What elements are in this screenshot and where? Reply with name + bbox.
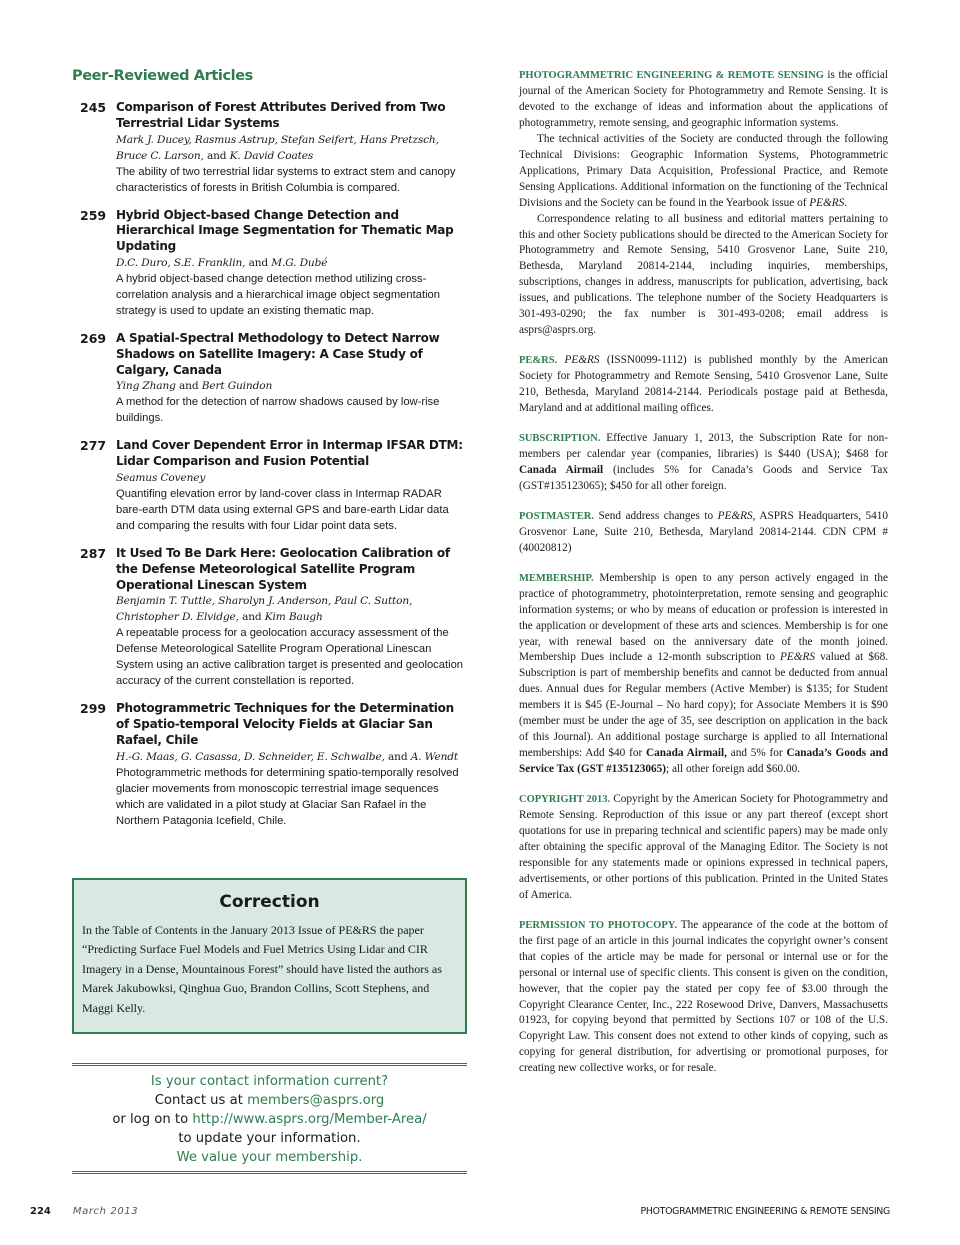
section-title: Peer-Reviewed Articles [72, 68, 253, 84]
article-entry[interactable] [72, 546, 467, 689]
article-description: Quantifing elevation error by land-cover class in Intermap RADAR bare-earth DTM data using external GPS and bare-earth Lidar data and comparing the results with four Lidar point data sets. [116, 487, 449, 532]
postmaster-paragraph: POSTMASTER. Send address changes to PE&RS, ASPRS Headquarters, 5410 Grosvenor Lane, Suite 210, Bethesda, Maryland 20814-2144. CDN CPM #(40020812) [519, 509, 889, 554]
email-link[interactable]: members@asprs.org [247, 1093, 385, 1108]
pers-paragraph: PE&RS. PE&RS (ISSN0099-1112) is published monthly by the American Society for Photogrammetry and Remote Sensing, 5410 Grosvenor Lane, Suite 210, Bethesda, Maryland 20814-2144. Periodicals postage paid at Bethesda, Maryland and at additional mailing offices. [519, 354, 888, 415]
page-number: 224 [30, 1206, 51, 1217]
journal-info-column [519, 68, 888, 1091]
subscription-paragraph: SUBSCRIPTION. Effective January 1, 2013, the Subscription Rate for non-members per calendar year (companies, libraries) is $440 (USA); $468 for Canada Airmail (includes 5% for Canada’s Goods and Service Tax (GST#135123065); $450 for all other foreign. [519, 432, 888, 492]
article-page-number: 299 [80, 701, 107, 717]
correction-text: In the Table of Contents in the January 2013 Issue of PE&RS the paper “Predicting Surface Fuel Models and Fuel Metrics Using Lidar and CIR Imagery in a Dense, Mountainous Forest” should have listed the authors as Marek Jakubowksi, Qinghua Guo, Brandon Collins, Scott Stephens, and Maggi Kelly. [82, 923, 442, 1015]
article-title[interactable]: Land Cover Dependent Error in Intermap IFSAR DTM: Lidar Comparison and Fusion Potential [116, 438, 463, 469]
article-entry[interactable] [72, 208, 467, 319]
journal-name-footer: PHOTOGRAMMETRIC ENGINEERING & REMOTE SENSING [640, 1206, 890, 1217]
article-description: Photogrammetric methods for determining spatio-temporally resolved glacier movements from monoscopic terrestrial image sequences which are validated in a pilot study at Glaciar San Rafael in the Northern Patagonia Icefield, Chile. [116, 766, 459, 827]
correspondence-paragraph: Correspondence relating to all business and editorial matters pertaining to this and other Society publications should be directed to the American Society for Photogrammetry and Remote Sensing, 5410 Grosvenor Lane, Suite 210, Bethesda, Maryland 20814-2144, including inquiries, memberships, subscriptions, changes in address, manuscripts for publication, advertising, back issues, and publications. The telephone number of the Society Headquarters is 301-493-0290; the fax number is 301-493-0208; email address is asprs@asprs.org. [519, 212, 888, 337]
article-description: A method for the detection of narrow shadows caused by low-rise buildings. [116, 396, 440, 425]
article-entry[interactable] [72, 100, 467, 196]
article-description: The ability of two terrestrial lidar systems to extract stem and canopy characteristics of forests in British Columbia is compared. [116, 165, 456, 194]
article-description: A hybrid object-based change detection method utilizing cross-correlation analysis and a hierarchical image object segmentation strategy is used to update an existing thematic map. [116, 272, 440, 317]
contact-question: Is your contact information current? [150, 1074, 389, 1089]
contact-email-line: Contact us at members@asprs.org [154, 1093, 385, 1108]
article-authors: Mark J. Ducey, Rasmus Astrup, Stefan Seifert, Hans Pretzsch, Bruce C. Larson, and K. David Coates [116, 133, 439, 162]
technical-divisions-paragraph: The technical activities of the Society are conducted through the following Technical Divisions: Geographic Information Systems, Photogrammetric Applications, Primary Data Acquisition, Professional Practice, and Remote Sensing Applications. Additional information on the functioning of the Technical Divisions and the Society can be found in the Yearbook issue of PE&RS. [519, 132, 888, 209]
membership-paragraph: MEMBERSHIP. Membership is open to any person actively engaged in the practice of photogrammetry, photointerpretation, remote sensing and geographic information systems; or who by means of education or profession is interested in the application or development of these arts and sciences. Membership is for one year, with renewal based on the anniversary date of the month joined. Membership Dues include a 12-month subscription to PE&RS valued at $68. Subscription is part of membership benefits and cannot be deducted from annual dues. Annual dues for Regular members (Active Member) is $135; for Student members it is $45 (E-Journal – No hard copy); for Associate Members it is $90 (member must be under the age of 35, see description on application in the back of this Journal). An additional postage surcharge is applied to all International memberships: Add $40 for Canada Airmail, and 5% for Canada’s Goods and Service Tax (GST #135123065); all other foreign add $60.00. [519, 571, 889, 776]
article-title[interactable]: Hybrid Object-based Change Detection and Hierarchical Image Segmentation for Thematic Map Updating [116, 207, 454, 254]
article-authors: Benjamin T. Tuttle, Sharolyn J. Anderson, Paul C. Sutton, Christopher D. Elvidge, and Kim Baugh [116, 595, 413, 624]
article-title[interactable]: A Spatial-Spectral Methodology to Detect Narrow Shadows on Satellite Imagery: A Case Study of Calgary, Canada [116, 330, 440, 377]
journal-intro: PHOTOGRAMMETRIC ENGINEERING & REMOTE SENSING is the official journal of the American Society for Photogrammetry and Remote Sensing. It is devoted to the exchange of ideas and information about the applications of photogrammetry, remote sensing, and geographic information systems. [519, 69, 888, 129]
correction-title: Correction [219, 892, 320, 912]
article-authors: Seamus Coveney [116, 471, 206, 484]
photocopy-permission-paragraph: PERMISSION TO PHOTOCOPY. The appearance of the code at the bottom of the first page of an article in this journal indicates the copyright owner’s consent that copies of the article may be made for personal or internal use or for the personal or internal use of specific clients. This consent is given on the condition, however, that the copier pay the stated per copy fee of $3.00 through the Copyright Clearance Center, Inc., 222 Rosewood Drive, Danvers, Massachusetts 01923, for copying beyond that permitted by Sections 107 or 108 of the U.S. Copyright Law. This consent does not extend to other kinds of copying, such as copying for general distribution, for advertising or promotional purposes, for creating new collective works, or for resale. [519, 918, 888, 1075]
article-entry[interactable] [72, 438, 467, 534]
issue-date: March 2013 [72, 1206, 139, 1217]
peer-reviewed-articles-column [72, 68, 467, 841]
correction-notice [72, 878, 467, 1034]
article-page-number: 245 [80, 100, 107, 115]
article-entry[interactable] [72, 331, 467, 426]
article-page-number: 287 [80, 545, 107, 561]
article-page-number: 269 [80, 330, 107, 346]
member-area-link[interactable]: http://www.asprs.org/Member-Area/ [192, 1112, 427, 1127]
article-description: A repeatable process for a geolocation accuracy assessment of the Defense Meteorological Satellite Program Operational Linescan System using an active calibration target is presented and geolocation accuracy of the current constellation is reported. [116, 627, 464, 688]
page-footer-left [30, 1206, 138, 1217]
article-authors: H.-G. Maas, G. Casassa, D. Schneider, E. Schwalbe, and A. Wendt [116, 750, 459, 763]
contact-update-box [72, 1063, 467, 1174]
contact-update-line: to update your information. [178, 1131, 361, 1146]
article-entry[interactable] [72, 701, 467, 828]
article-page-number: 277 [80, 438, 107, 454]
article-authors: Ying Zhang and Bert Guindon [116, 380, 273, 393]
article-title[interactable]: Comparison of Forest Attributes Derived from Two Terrestrial Lidar Systems [116, 100, 446, 130]
copyright-paragraph: COPYRIGHT 2013. Copyright by the American Society for Photogrammetry and Remote Sensing. Reproduction of this issue or any part thereof (except short quotations for use in preparing technical and scientific papers) may be made only after obtaining the specific approval of the Managing Editor. The Society is not responsible for any statements made or opinions expressed in technical papers, advertisements, or other portions of this publication. Printed in the United States of America. [519, 793, 888, 901]
article-authors: D.C. Duro, S.E. Franklin, and M.G. Dubé [116, 256, 328, 269]
article-title[interactable]: It Used To Be Dark Here: Geolocation Calibration of the Defense Meteorological Satellite Program Operational Linescan System [116, 545, 450, 592]
article-title[interactable]: Photogrammetric Techniques for the Determination of Spatio-temporal Velocity Fields at Glaciar San Rafael, Chile [116, 701, 454, 747]
contact-value-line: We value your membership. [176, 1150, 363, 1165]
contact-url-line: or log on to http://www.asprs.org/Member-Area/ [112, 1112, 427, 1127]
article-page-number: 259 [80, 207, 107, 223]
